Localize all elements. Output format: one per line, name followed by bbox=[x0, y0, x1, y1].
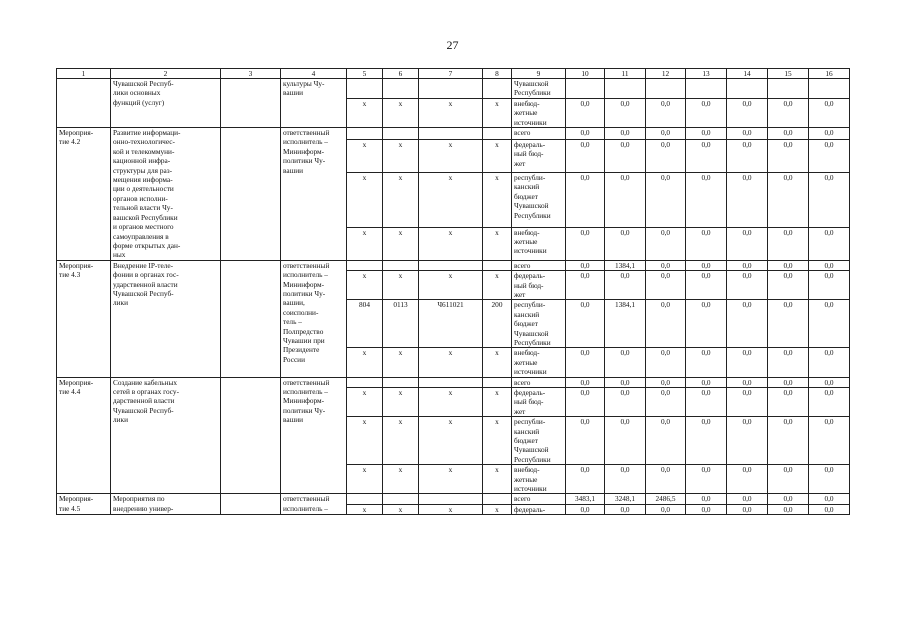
amount-cell: 0,0 bbox=[768, 348, 809, 377]
amount-cell: 2486,5 bbox=[646, 494, 686, 504]
funding-source: республи- канский бюджет Чувашской Республики bbox=[512, 417, 566, 465]
event-col3 bbox=[221, 260, 281, 377]
budget-code-c8: x bbox=[483, 227, 512, 260]
funding-source: всего bbox=[512, 128, 566, 140]
amount-cell: 0,0 bbox=[686, 494, 727, 504]
amount-cell: 0,0 bbox=[646, 173, 686, 228]
amount-cell: 0,0 bbox=[605, 128, 646, 140]
amount-cell: 0,0 bbox=[768, 300, 809, 348]
column-header: 8 bbox=[483, 69, 512, 79]
column-header: 9 bbox=[512, 69, 566, 79]
budget-code-c7: x bbox=[419, 227, 483, 260]
amount-cell: 0,0 bbox=[809, 348, 850, 377]
amount-cell: 0,0 bbox=[727, 260, 768, 270]
budget-code-c6: x bbox=[383, 465, 419, 494]
amount-cell: 0,0 bbox=[768, 98, 809, 127]
column-header: 14 bbox=[727, 69, 768, 79]
amount-cell bbox=[768, 79, 809, 99]
amount-cell: 0,0 bbox=[768, 128, 809, 140]
amount-cell: 0,0 bbox=[686, 348, 727, 377]
amount-cell: 0,0 bbox=[686, 465, 727, 494]
amount-cell: 0,0 bbox=[605, 139, 646, 172]
amount-cell bbox=[646, 79, 686, 99]
table-row bbox=[57, 377, 850, 387]
event-title: Развитие информаци- онно-технологичес- кой и телекоммуни- кационной инфра- структуры для раз- мещения информа- ции о деятельности органов исполни- тельной власти Чу- вашской Республики и органов местного самоуправления в форме открытых дан- ных bbox=[111, 128, 221, 261]
amount-cell: 0,0 bbox=[686, 388, 727, 417]
budget-code-c6: x bbox=[383, 139, 419, 172]
amount-cell: 0,0 bbox=[686, 98, 727, 127]
column-header: 13 bbox=[686, 69, 727, 79]
amount-cell: 0,0 bbox=[686, 227, 727, 260]
event-title: Мероприятия по внедрению универ- bbox=[111, 494, 221, 515]
amount-cell: 0,0 bbox=[686, 300, 727, 348]
amount-cell: 0,0 bbox=[809, 388, 850, 417]
funding-source: федераль- ный бюд- жет bbox=[512, 139, 566, 172]
amount-cell: 0,0 bbox=[605, 377, 646, 387]
amount-cell: 0,0 bbox=[768, 271, 809, 300]
amount-cell: 0,0 bbox=[686, 504, 727, 514]
responsible-executor: ответственный исполнитель – Мининформ- политики Чу- вашии bbox=[281, 377, 347, 494]
amount-cell: 0,0 bbox=[646, 98, 686, 127]
amount-cell: 0,0 bbox=[646, 388, 686, 417]
event-title: Чувашской Респуб- лики основных функций (услуг) bbox=[111, 79, 221, 128]
page-number: 27 bbox=[446, 38, 459, 52]
budget-code-c5: x bbox=[347, 173, 383, 228]
budget-code-c5: x bbox=[347, 271, 383, 300]
amount-cell: 0,0 bbox=[727, 128, 768, 140]
budget-code-c8: x bbox=[483, 271, 512, 300]
budget-code-c8: x bbox=[483, 388, 512, 417]
amount-cell: 0,0 bbox=[809, 271, 850, 300]
amount-cell: 0,0 bbox=[809, 173, 850, 228]
event-col3 bbox=[221, 128, 281, 261]
funding-source: республи- канский бюджет Чувашской Республики bbox=[512, 300, 566, 348]
amount-cell: 0,0 bbox=[605, 465, 646, 494]
budget-code-c5 bbox=[347, 494, 383, 504]
budget-code-c6 bbox=[383, 377, 419, 387]
amount-cell: 0,0 bbox=[727, 417, 768, 465]
budget-code-c5: x bbox=[347, 504, 383, 514]
amount-cell: 0,0 bbox=[727, 227, 768, 260]
amount-cell: 0,0 bbox=[566, 98, 605, 127]
amount-cell: 0,0 bbox=[727, 173, 768, 228]
column-header: 16 bbox=[809, 69, 850, 79]
event-title: Создание кабельных сетей в органах госу- дарственной власти Чувашской Респуб- лики bbox=[111, 377, 221, 494]
funding-source: внебюд- жетные источники bbox=[512, 227, 566, 260]
budget-code-c8 bbox=[483, 128, 512, 140]
budget-code-c8: x bbox=[483, 139, 512, 172]
column-header: 11 bbox=[605, 69, 646, 79]
column-header: 3 bbox=[221, 69, 281, 79]
budget-code-c5: x bbox=[347, 98, 383, 127]
budget-code-c6: x bbox=[383, 173, 419, 228]
funding-source: федераль- bbox=[512, 504, 566, 514]
budget-code-c5: x bbox=[347, 348, 383, 377]
budget-code-c8: x bbox=[483, 173, 512, 228]
event-col3 bbox=[221, 79, 281, 128]
amount-cell bbox=[605, 79, 646, 99]
budget-code-c7 bbox=[419, 128, 483, 140]
funding-source: всего bbox=[512, 494, 566, 504]
amount-cell: 0,0 bbox=[727, 98, 768, 127]
amount-cell: 0,0 bbox=[566, 227, 605, 260]
budget-code-c5: 804 bbox=[347, 300, 383, 348]
amount-cell: 0,0 bbox=[646, 227, 686, 260]
header-row bbox=[57, 69, 850, 79]
column-header: 6 bbox=[383, 69, 419, 79]
amount-cell: 0,0 bbox=[768, 388, 809, 417]
amount-cell: 0,0 bbox=[605, 227, 646, 260]
funding-source: всего bbox=[512, 260, 566, 270]
column-header: 12 bbox=[646, 69, 686, 79]
responsible-executor: культуры Чу- вашии bbox=[281, 79, 347, 128]
amount-cell bbox=[566, 79, 605, 99]
budget-code-c8: x bbox=[483, 465, 512, 494]
budget-code-c7 bbox=[419, 79, 483, 99]
amount-cell: 0,0 bbox=[727, 300, 768, 348]
amount-cell: 0,0 bbox=[566, 465, 605, 494]
amount-cell: 1384,1 bbox=[605, 300, 646, 348]
amount-cell: 0,0 bbox=[605, 504, 646, 514]
funding-source: всего bbox=[512, 377, 566, 387]
column-header: 7 bbox=[419, 69, 483, 79]
budget-code-c5: x bbox=[347, 227, 383, 260]
budget-code-c6: x bbox=[383, 271, 419, 300]
budget-code-c5 bbox=[347, 260, 383, 270]
amount-cell: 0,0 bbox=[727, 377, 768, 387]
budget-code-c6: x bbox=[383, 227, 419, 260]
amount-cell bbox=[809, 79, 850, 99]
funding-source: внебюд- жетные источники bbox=[512, 98, 566, 127]
funding-source: внебюд- жетные источники bbox=[512, 465, 566, 494]
event-code: Мероприя- тие 4.2 bbox=[57, 128, 111, 261]
amount-cell: 0,0 bbox=[605, 173, 646, 228]
table-row bbox=[57, 260, 850, 270]
amount-cell: 0,0 bbox=[646, 417, 686, 465]
budget-code-c7: x bbox=[419, 465, 483, 494]
budget-code-c5: x bbox=[347, 139, 383, 172]
amount-cell: 0,0 bbox=[809, 465, 850, 494]
amount-cell: 0,0 bbox=[809, 227, 850, 260]
responsible-executor: ответственный исполнитель – Мининформ- политики Чу- вашии bbox=[281, 128, 347, 261]
amount-cell: 0,0 bbox=[686, 417, 727, 465]
amount-cell: 0,0 bbox=[809, 417, 850, 465]
budget-code-c7: x bbox=[419, 348, 483, 377]
amount-cell: 0,0 bbox=[686, 139, 727, 172]
column-header: 4 bbox=[281, 69, 347, 79]
financing-table bbox=[56, 68, 850, 515]
table-row bbox=[57, 79, 850, 99]
funding-source: федераль- ный бюд- жет bbox=[512, 388, 566, 417]
event-code bbox=[57, 79, 111, 128]
amount-cell: 0,0 bbox=[566, 417, 605, 465]
amount-cell: 0,0 bbox=[686, 271, 727, 300]
amount-cell: 0,0 bbox=[768, 377, 809, 387]
budget-code-c6: 0113 bbox=[383, 300, 419, 348]
amount-cell: 0,0 bbox=[566, 300, 605, 348]
budget-code-c5 bbox=[347, 79, 383, 99]
budget-code-c5 bbox=[347, 377, 383, 387]
amount-cell: 0,0 bbox=[768, 260, 809, 270]
event-code: Мероприя- тие 4.5 bbox=[57, 494, 111, 515]
amount-cell: 0,0 bbox=[646, 465, 686, 494]
amount-cell: 0,0 bbox=[768, 227, 809, 260]
amount-cell: 0,0 bbox=[566, 260, 605, 270]
amount-cell: 0,0 bbox=[768, 417, 809, 465]
amount-cell: 0,0 bbox=[809, 494, 850, 504]
amount-cell: 0,0 bbox=[566, 504, 605, 514]
budget-code-c7: x bbox=[419, 271, 483, 300]
column-header: 1 bbox=[57, 69, 111, 79]
budget-code-c8: 200 bbox=[483, 300, 512, 348]
amount-cell: 0,0 bbox=[686, 128, 727, 140]
amount-cell: 0,0 bbox=[566, 348, 605, 377]
amount-cell: 0,0 bbox=[686, 173, 727, 228]
table-row bbox=[57, 494, 850, 504]
amount-cell: 0,0 bbox=[566, 173, 605, 228]
budget-code-c5: x bbox=[347, 417, 383, 465]
amount-cell: 0,0 bbox=[809, 139, 850, 172]
budget-code-c7: Ч611021 bbox=[419, 300, 483, 348]
amount-cell: 0,0 bbox=[768, 139, 809, 172]
event-code: Мероприя- тие 4.4 bbox=[57, 377, 111, 494]
amount-cell: 0,0 bbox=[727, 465, 768, 494]
amount-cell: 0,0 bbox=[646, 128, 686, 140]
budget-code-c6 bbox=[383, 260, 419, 270]
amount-cell: 0,0 bbox=[809, 377, 850, 387]
budget-code-c6 bbox=[383, 494, 419, 504]
budget-code-c8 bbox=[483, 494, 512, 504]
amount-cell: 0,0 bbox=[768, 465, 809, 494]
amount-cell: 0,0 bbox=[605, 348, 646, 377]
amount-cell: 0,0 bbox=[605, 417, 646, 465]
budget-code-c6 bbox=[383, 128, 419, 140]
budget-code-c7 bbox=[419, 260, 483, 270]
budget-code-c5 bbox=[347, 128, 383, 140]
funding-source: Чувашской Республики bbox=[512, 79, 566, 99]
amount-cell: 0,0 bbox=[727, 388, 768, 417]
amount-cell: 0,0 bbox=[727, 494, 768, 504]
amount-cell bbox=[686, 79, 727, 99]
budget-code-c8: x bbox=[483, 98, 512, 127]
funding-source: федераль- ный бюд- жет bbox=[512, 271, 566, 300]
amount-cell: 0,0 bbox=[646, 377, 686, 387]
amount-cell: 0,0 bbox=[646, 260, 686, 270]
amount-cell: 0,0 bbox=[646, 504, 686, 514]
column-header: 5 bbox=[347, 69, 383, 79]
event-title: Внедрение IP-теле- фонии в органах гос- ударственной власти Чувашской Респуб- лики bbox=[111, 260, 221, 377]
amount-cell: 0,0 bbox=[566, 139, 605, 172]
budget-code-c7: x bbox=[419, 388, 483, 417]
amount-cell: 0,0 bbox=[727, 271, 768, 300]
budget-code-c8: x bbox=[483, 348, 512, 377]
funding-source: внебюд- жетные источники bbox=[512, 348, 566, 377]
amount-cell: 0,0 bbox=[566, 128, 605, 140]
amount-cell: 0,0 bbox=[768, 173, 809, 228]
amount-cell: 0,0 bbox=[727, 139, 768, 172]
budget-code-c7 bbox=[419, 494, 483, 504]
budget-code-c6 bbox=[383, 79, 419, 99]
amount-cell: 0,0 bbox=[809, 504, 850, 514]
amount-cell: 0,0 bbox=[646, 139, 686, 172]
amount-cell: 0,0 bbox=[566, 388, 605, 417]
amount-cell bbox=[727, 79, 768, 99]
budget-code-c6: x bbox=[383, 98, 419, 127]
amount-cell: 0,0 bbox=[686, 377, 727, 387]
amount-cell: 0,0 bbox=[809, 98, 850, 127]
budget-code-c7 bbox=[419, 377, 483, 387]
amount-cell: 0,0 bbox=[686, 260, 727, 270]
table-row bbox=[57, 128, 850, 140]
amount-cell: 0,0 bbox=[646, 271, 686, 300]
amount-cell: 3483,1 bbox=[566, 494, 605, 504]
column-header: 15 bbox=[768, 69, 809, 79]
budget-code-c5: x bbox=[347, 465, 383, 494]
amount-cell: 0,0 bbox=[727, 504, 768, 514]
amount-cell: 0,0 bbox=[809, 128, 850, 140]
amount-cell: 0,0 bbox=[566, 377, 605, 387]
amount-cell: 0,0 bbox=[646, 300, 686, 348]
amount-cell: 0,0 bbox=[566, 271, 605, 300]
column-header: 2 bbox=[111, 69, 221, 79]
amount-cell: 0,0 bbox=[605, 271, 646, 300]
event-code: Мероприя- тие 4.3 bbox=[57, 260, 111, 377]
amount-cell: 0,0 bbox=[768, 494, 809, 504]
amount-cell: 0,0 bbox=[605, 388, 646, 417]
budget-code-c7: x bbox=[419, 504, 483, 514]
amount-cell: 0,0 bbox=[646, 348, 686, 377]
event-col3 bbox=[221, 377, 281, 494]
budget-code-c7: x bbox=[419, 98, 483, 127]
budget-code-c6: x bbox=[383, 388, 419, 417]
budget-code-c8: x bbox=[483, 504, 512, 514]
budget-code-c7: x bbox=[419, 139, 483, 172]
responsible-executor: ответственный исполнитель – Мининформ- политики Чу- вашии, соисполни- тель – Полпредство Чувашии при Президенте России bbox=[281, 260, 347, 377]
budget-code-c6: x bbox=[383, 348, 419, 377]
budget-code-c6: x bbox=[383, 417, 419, 465]
budget-code-c8: x bbox=[483, 417, 512, 465]
budget-code-c5: x bbox=[347, 388, 383, 417]
amount-cell: 0,0 bbox=[605, 98, 646, 127]
amount-cell: 0,0 bbox=[809, 260, 850, 270]
funding-source: республи- канский бюджет Чувашской Республики bbox=[512, 173, 566, 228]
budget-code-c8 bbox=[483, 79, 512, 99]
column-header: 10 bbox=[566, 69, 605, 79]
budget-code-c7: x bbox=[419, 417, 483, 465]
responsible-executor: ответственный исполнитель – bbox=[281, 494, 347, 515]
event-col3 bbox=[221, 494, 281, 515]
amount-cell: 0,0 bbox=[727, 348, 768, 377]
budget-code-c7: x bbox=[419, 173, 483, 228]
amount-cell: 1384,1 bbox=[605, 260, 646, 270]
budget-code-c8 bbox=[483, 377, 512, 387]
budget-code-c8 bbox=[483, 260, 512, 270]
amount-cell: 0,0 bbox=[768, 504, 809, 514]
amount-cell: 3248,1 bbox=[605, 494, 646, 504]
budget-code-c6: x bbox=[383, 504, 419, 514]
amount-cell: 0,0 bbox=[809, 300, 850, 348]
